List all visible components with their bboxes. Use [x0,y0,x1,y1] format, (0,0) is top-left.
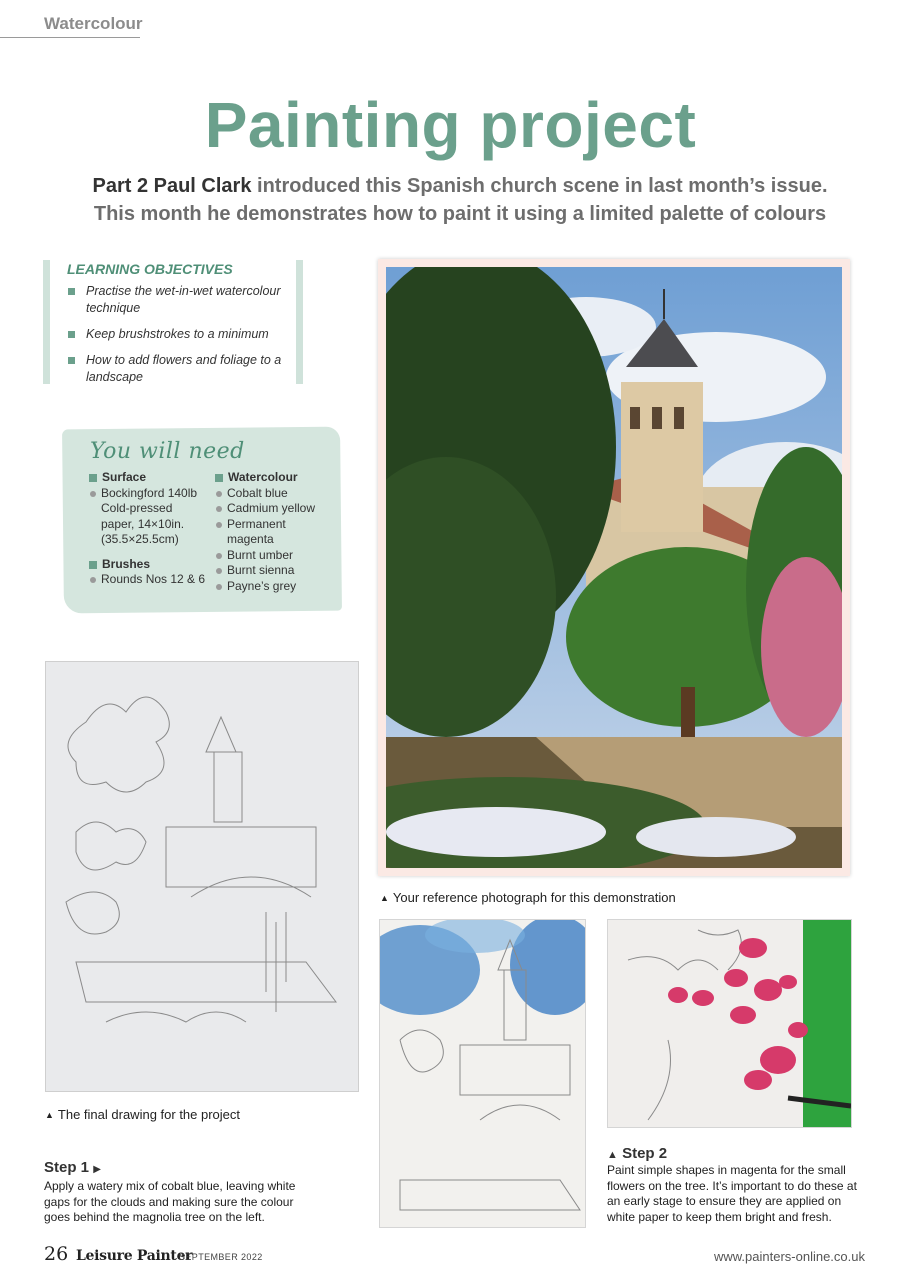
watercolour-item: Cadmium yellow [215,501,335,517]
step1-image [379,919,586,1228]
step2-heading-text: Step 2 [622,1145,668,1162]
objective-item: Keep brushstrokes to a minimum [67,326,292,343]
surface-item: paper, 14×10in. [101,516,185,531]
objective-item: How to add flowers and foliage to a landscape [67,352,292,386]
step1-heading [44,1159,101,1176]
watercolour-item: Payne’s grey [215,579,335,595]
section-label: Watercolour [44,14,143,33]
brushes-heading: Brushes [89,557,209,573]
objectives-bar-left [43,260,50,384]
surface-item: Bockingford 140lb [89,486,209,502]
watercolour-item: Permanent [215,517,335,533]
watercolour-item: Burnt umber [215,548,335,564]
triangle-up-icon: ▲ [45,1110,54,1120]
reference-photo [386,267,842,868]
standfirst-line1: introduced this Spanish church scene in last month’s issue. [251,175,828,197]
step2-heading [607,1145,667,1162]
drawing-caption-text: The final drawing for the project [57,1107,241,1122]
objectives-title: LEARNING OBJECTIVES [67,261,233,277]
standfirst-lead: Part 2 Paul Clark [92,175,252,197]
page-title: Painting project [204,89,697,161]
standfirst [40,172,880,228]
surface-heading: Surface [89,470,209,486]
objectives-list [67,283,292,395]
website-url: www.painters-online.co.uk [713,1249,865,1264]
final-drawing [45,661,359,1092]
watercolour-item: Cobalt blue [215,486,335,502]
step2-image [607,919,852,1128]
section-rule [0,37,140,38]
magazine-logo: Leisure Painter [76,1248,193,1264]
materials-left-column [89,470,209,588]
drawing-caption [45,1107,240,1122]
triangle-up-icon: ▲ [380,893,389,903]
triangle-up-icon: ▲ [607,1149,618,1161]
photo-caption-text: Your reference photograph for this demonstration [392,890,676,905]
watercolour-heading: Watercolour [215,470,335,486]
brushes-item: Rounds Nos 12 & 6 [89,572,209,588]
step1-heading-text: Step 1 [44,1159,90,1176]
standfirst-line2: This month he demonstrates how to paint it using a limited palette of colours [93,203,827,225]
step2-text: Paint simple shapes in magenta for the small flowers on the tree. It’s important to do these at an early stage to ensure they are applied on white paper to keep them bright and fresh. [607,1163,857,1224]
issue-date: SEPTEMBER 2022 [179,1252,263,1262]
materials-right-column [215,470,335,594]
step1-text: Apply a watery mix of cobalt blue, leaving white gaps for the clouds and making sure the colour goes behind the magnolia tree on the left. [44,1179,296,1224]
watercolour-item: magenta [227,532,274,546]
page-number: 26 [44,1243,69,1265]
watercolour-item: Burnt sienna [215,563,335,579]
surface-item: Cold-pressed [101,501,173,515]
triangle-right-icon: ▶ [93,1164,101,1175]
objectives-bar-right [296,260,303,384]
photo-caption [380,890,676,905]
objective-item: Practise the wet-in-wet watercolour technique [67,283,292,317]
materials-title: You will need [90,439,245,464]
surface-item: (35.5×25.5cm) [101,532,179,546]
